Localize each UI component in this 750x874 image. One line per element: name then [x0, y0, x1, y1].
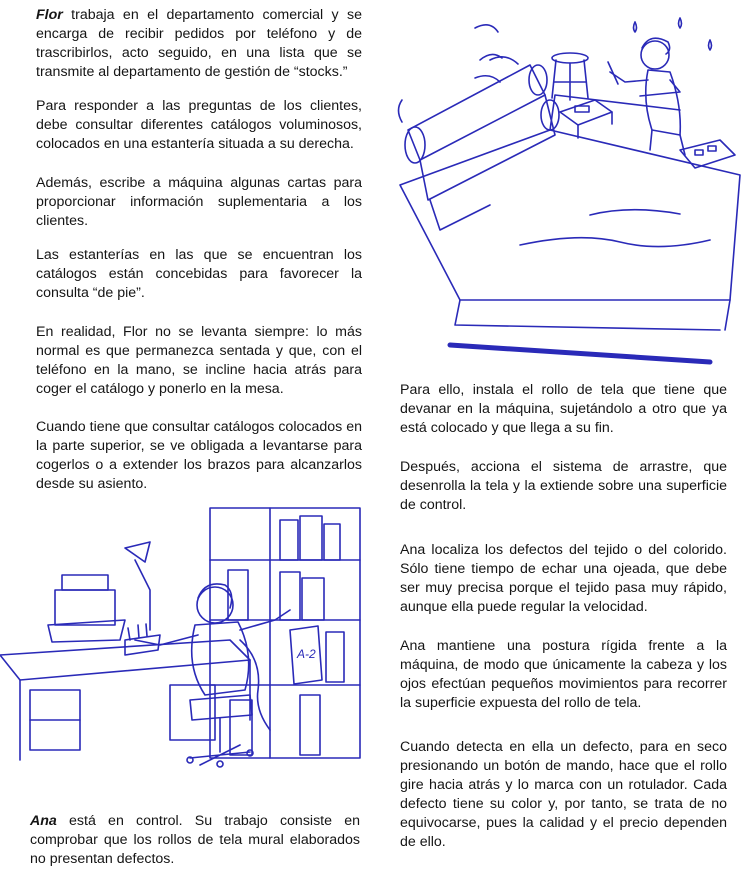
paragraph-upper-catalogs: Cuando tiene que consultar catálogos colocados en la parte superior, se ve obligada a levantarse para cogerlos o a extender los brazos para alcanzarlos desde su asiento. — [36, 419, 362, 492]
paragraph-install-roll: Para ello, instala el rollo de tela que tiene que devanar en la máquina, sujetándolo a otro que ya está colocado y que llega a su fin. — [400, 382, 727, 436]
name-flor: Flor — [36, 7, 63, 23]
name-ana: Ana — [30, 813, 57, 829]
paragraph-typing: Además, escribe a máquina algunas cartas para proporcionar información suplementaria a los clientes. — [36, 175, 362, 229]
paragraph-posture: Ana mantiene una postura rígida frente a la máquina, de modo que únicamente la cabeza y los ojos efectúan pequeños movimientos para recorrer la superficie expuesta del rollo de tela. — [400, 638, 727, 711]
binder-label: A-2 — [297, 647, 316, 661]
paragraph-catalogs: Para responder a las preguntas de los clientes, debe consultar diferentes catálogos voluminosos, colocados en una estantería situada a su derecha. — [36, 98, 362, 152]
paragraph-detect-defect: Cuando detecta en ella un defecto, para en seco presionando un botón de mando, hace que el rollo gire hacia atrás y lo marca con un rotulador. Cada defecto tiene su color y, por tanto, se trata de no equivocarse, pues la calidad y el precio dependen de ello. — [400, 739, 727, 850]
paragraph-flor-intro-text: trabaja en el departamento comercial y se encarga de recibir pedidos por teléfono y de trascribirlos, acto seguido, en una lista que se transmite al departamento de gestión de “stocks.” — [36, 7, 362, 80]
paragraph-reality: En realidad, Flor no se levanta siempre: lo más normal es que permanezca sentada y que, con el teléfono en la mano, se incline hacia atrás para coger el catálogo y ponerlo en la mesa. — [36, 324, 362, 397]
fabric-inspection-illustration — [380, 0, 750, 375]
paragraph-ana-intro — [30, 812, 360, 869]
paragraph-drag-system: Después, acciona el sistema de arrastre, que desenrolla la tela y la extiende sobre una superficie de control. — [400, 459, 727, 513]
paragraph-ana-intro-text: está en control. Su trabajo consiste en comprobar que los rollos de tela mural elaborados no presentan defectos. — [30, 813, 360, 867]
paragraph-flor-intro — [36, 6, 362, 82]
office-desk-illustration — [0, 490, 370, 805]
paragraph-shelves: Las estanterías en las que se encuentran los catálogos están concebidas para favorecer la consulta “de pie”. — [36, 247, 362, 301]
paragraph-locate-defects: Ana localiza los defectos del tejido o del colorido. Sólo tiene tiempo de echar una ojeada, que debe ser muy precisa porque el tejido pasa muy rápido, aunque ella puede regular la velocidad. — [400, 542, 727, 615]
